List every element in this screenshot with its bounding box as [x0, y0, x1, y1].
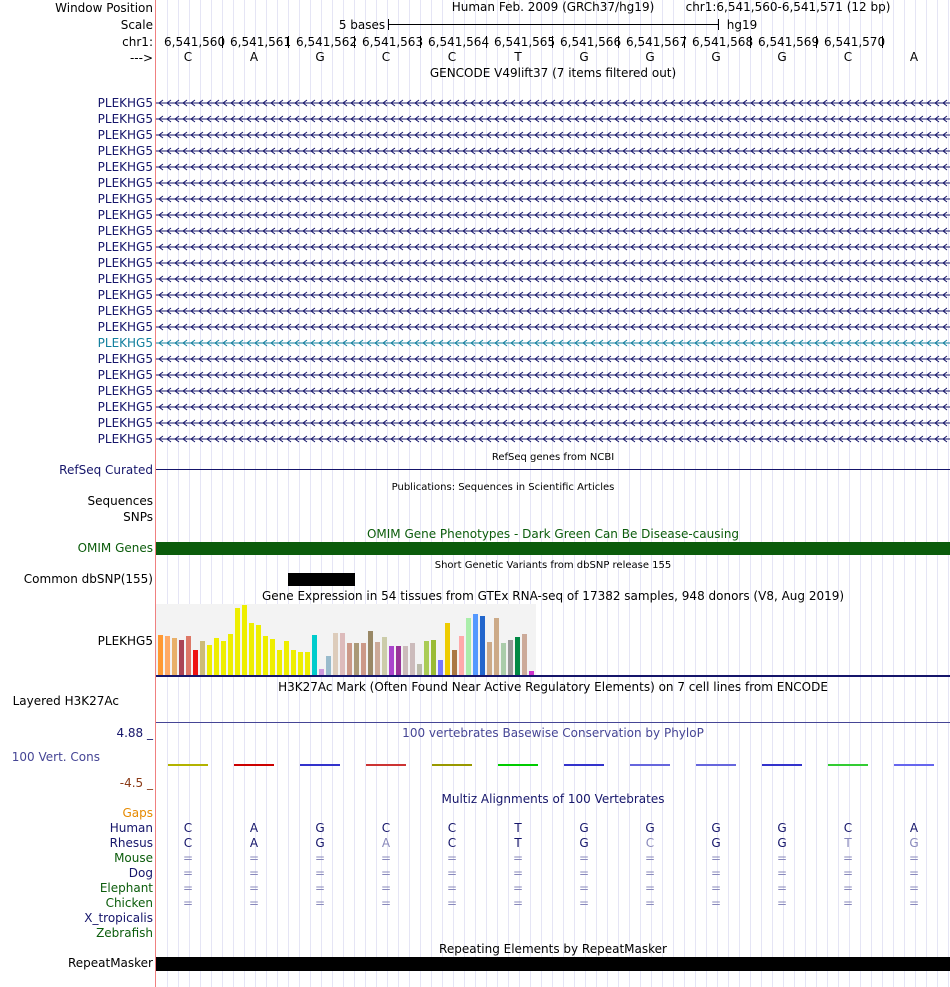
aligned-base: =: [710, 896, 722, 910]
gencode-transcript-line[interactable]: [156, 320, 950, 334]
aligned-base: =: [248, 896, 260, 910]
species-label[interactable]: Zebrafish: [96, 926, 153, 940]
phylop-score-mark[interactable]: [762, 764, 802, 766]
gencode-transcript-label[interactable]: PLEKHG5: [97, 368, 153, 382]
gencode-transcript-label[interactable]: PLEKHG5: [97, 272, 153, 286]
species-label[interactable]: Rhesus: [109, 836, 153, 850]
reference-base: G: [777, 50, 787, 64]
publications-track-title: Publications: Sequences in Scientific Articles: [391, 482, 615, 493]
coordinate-label: 6,541,563: [362, 35, 424, 49]
gtex-tissue-bar[interactable]: [256, 625, 261, 675]
gtex-tissue-bar[interactable]: [228, 634, 233, 675]
tracks-panel[interactable]: [155, 0, 950, 987]
gtex-tissue-bar[interactable]: [466, 618, 471, 675]
aligned-base: =: [908, 866, 920, 880]
aligned-base: G: [315, 821, 325, 835]
aligned-base: =: [908, 851, 920, 865]
gtex-tissue-bar[interactable]: [480, 616, 485, 675]
aligned-base: =: [380, 896, 392, 910]
phylop-min-label: -4.5 _: [119, 776, 153, 790]
gtex-tissue-bar[interactable]: [312, 635, 317, 675]
phylop-score-mark[interactable]: [894, 764, 934, 766]
phylop-score-mark[interactable]: [168, 764, 208, 766]
gencode-transcript-line[interactable]: [156, 144, 950, 158]
aligned-base: A: [381, 836, 391, 850]
species-label[interactable]: Dog: [128, 866, 153, 880]
reference-base: C: [183, 50, 193, 64]
aligned-base: =: [314, 896, 326, 910]
gencode-transcript-line[interactable]: [156, 288, 950, 302]
gtex-tissue-bar[interactable]: [333, 633, 338, 675]
aligned-base: G: [777, 836, 787, 850]
gencode-transcript-line[interactable]: [156, 304, 950, 318]
gtex-tissue-bar[interactable]: [382, 637, 387, 675]
coordinate-label: 6,541,566: [560, 35, 622, 49]
phylop-track-title: 100 vertebrates Basewise Conservation by PhyloP: [402, 726, 704, 740]
aligned-base: G: [777, 821, 787, 835]
gencode-transcript-label[interactable]: PLEKHG5: [97, 288, 153, 302]
gtex-tissue-bar[interactable]: [438, 660, 443, 675]
gtex-tissue-bar[interactable]: [221, 641, 226, 675]
gtex-tissue-bar[interactable]: [487, 642, 492, 675]
reference-base: A: [249, 50, 259, 64]
aligned-base: =: [842, 866, 854, 880]
coordinate-label: 6,541,567: [626, 35, 688, 49]
reference-base: G: [315, 50, 325, 64]
gencode-transcript-label[interactable]: PLEKHG5: [97, 320, 153, 334]
gencode-transcript-label[interactable]: PLEKHG5: [97, 384, 153, 398]
gencode-transcript-line[interactable]: [156, 352, 950, 366]
aligned-base: =: [512, 851, 524, 865]
omim-feature[interactable]: [156, 542, 950, 555]
gtex-tissue-bar[interactable]: [242, 605, 247, 675]
coordinate-label: 6,541,564: [428, 35, 490, 49]
gtex-gene-label[interactable]: PLEKHG5: [97, 634, 153, 648]
aligned-base: G: [315, 836, 325, 850]
gtex-tissue-bar[interactable]: [522, 634, 527, 675]
aligned-base: C: [183, 821, 193, 835]
reference-base: C: [381, 50, 391, 64]
aligned-base: =: [248, 851, 260, 865]
repeatmasker-track-label[interactable]: RepeatMasker: [67, 956, 153, 970]
aligned-base: G: [909, 836, 919, 850]
gtex-tissue-bar[interactable]: [158, 635, 163, 675]
gencode-transcript-label[interactable]: PLEKHG5: [97, 256, 153, 270]
coordinate-label: 6,541,561: [230, 35, 292, 49]
gencode-transcript-label[interactable]: PLEKHG5: [97, 416, 153, 430]
h3k27ac-track-title: H3K27Ac Mark (Often Found Near Active Regulatory Elements) on 7 cell lines from ENCODE: [278, 680, 828, 694]
gtex-tissue-bar[interactable]: [431, 640, 436, 675]
refseq-gene-line[interactable]: [156, 469, 950, 470]
gencode-transcript-line[interactable]: [156, 112, 950, 126]
reference-base: C: [843, 50, 853, 64]
gtex-tissue-bar[interactable]: [459, 636, 464, 675]
gtex-tissue-bar[interactable]: [361, 643, 366, 675]
refseq-track-label[interactable]: RefSeq Curated: [59, 463, 153, 477]
scale-label: Scale: [120, 18, 153, 32]
gencode-transcript-line[interactable]: [156, 432, 950, 446]
gencode-transcript-line[interactable]: [156, 128, 950, 142]
aligned-base: C: [843, 821, 853, 835]
species-label[interactable]: Human: [109, 821, 153, 835]
gtex-tissue-bar[interactable]: [396, 646, 401, 675]
gtex-tissue-bar[interactable]: [277, 650, 282, 675]
gencode-transcript-label[interactable]: PLEKHG5: [97, 240, 153, 254]
reference-base: G: [711, 50, 721, 64]
aligned-base: =: [644, 896, 656, 910]
gtex-tissue-bar[interactable]: [389, 646, 394, 675]
gencode-transcript-line[interactable]: [156, 160, 950, 174]
gencode-transcript-line[interactable]: [156, 272, 950, 286]
window-position-label: Window Position: [55, 1, 153, 15]
gencode-transcript-line[interactable]: [156, 96, 950, 110]
gtex-tissue-bar[interactable]: [165, 636, 170, 675]
scale-bar-text: 5 bases: [338, 18, 386, 32]
gtex-tissue-bar[interactable]: [347, 643, 352, 675]
gtex-track-title: Gene Expression in 54 tissues from GTEx RNA-seq of 17382 samples, 948 donors (V8, Aug 2019): [261, 589, 845, 603]
aligned-base: C: [447, 836, 457, 850]
gencode-transcript-label[interactable]: PLEKHG5: [97, 176, 153, 190]
omim-track-title: OMIM Gene Phenotypes - Dark Green Can Be Disease-causing: [366, 527, 740, 541]
scale-bar: [388, 24, 718, 25]
aligned-base: =: [578, 881, 590, 895]
reference-base: T: [514, 50, 522, 64]
aligned-base: =: [182, 866, 194, 880]
aligned-base: =: [710, 881, 722, 895]
aligned-base: A: [249, 836, 259, 850]
coordinate-label: 6,541,565: [494, 35, 556, 49]
chrom-label: chr1:: [122, 35, 153, 49]
aligned-base: G: [711, 836, 721, 850]
omim-track-label[interactable]: OMIM Genes: [77, 541, 153, 555]
gencode-transcript-label[interactable]: PLEKHG5: [97, 224, 153, 238]
gencode-transcript-label[interactable]: PLEKHG5: [97, 208, 153, 222]
aligned-base: C: [645, 836, 655, 850]
aligned-base: G: [645, 821, 655, 835]
aligned-base: =: [842, 896, 854, 910]
gtex-expression-chart[interactable]: [156, 604, 536, 675]
gtex-tissue-bar[interactable]: [270, 639, 275, 675]
gtex-tissue-bar[interactable]: [417, 664, 422, 675]
gencode-transcript-label[interactable]: PLEKHG5: [97, 96, 153, 110]
coordinate-label: 6,541,569: [758, 35, 820, 49]
aligned-base: =: [446, 866, 458, 880]
gtex-tissue-bar[interactable]: [445, 623, 450, 675]
gtex-tissue-bar[interactable]: [186, 636, 191, 675]
gencode-transcript-line[interactable]: [156, 240, 950, 254]
gtex-tissue-bar[interactable]: [452, 650, 457, 675]
gencode-transcript-line[interactable]: [156, 224, 950, 238]
strand-label: --->: [129, 51, 153, 65]
phylop-score-mark[interactable]: [696, 764, 736, 766]
gtex-tissue-bar[interactable]: [501, 643, 506, 675]
multiz-track-title: Multiz Alignments of 100 Vertebrates: [441, 792, 665, 806]
aligned-base: C: [447, 821, 457, 835]
coordinate-label: 6,541,570: [824, 35, 886, 49]
aligned-base: C: [381, 821, 391, 835]
phylop-score-mark[interactable]: [432, 764, 472, 766]
gencode-transcript-label[interactable]: PLEKHG5: [97, 144, 153, 158]
reference-base: C: [447, 50, 457, 64]
dbsnp-track-label[interactable]: Common dbSNP(155): [23, 572, 153, 586]
h3k27ac-baseline: [156, 722, 950, 723]
aligned-base: T: [514, 821, 522, 835]
gencode-transcript-line[interactable]: [156, 256, 950, 270]
gtex-tissue-bar[interactable]: [326, 656, 331, 675]
gtex-tissue-bar[interactable]: [249, 623, 254, 675]
gtex-tissue-bar[interactable]: [291, 650, 296, 675]
gtex-tissue-bar[interactable]: [354, 643, 359, 675]
gtex-tissue-bar[interactable]: [172, 638, 177, 675]
gencode-transcript-label[interactable]: PLEKHG5: [97, 432, 153, 446]
assembly-title: Human Feb. 2009 (GRCh37/hg19): [451, 0, 655, 14]
aligned-base: G: [579, 821, 589, 835]
track-labels-column: [0, 0, 155, 987]
gencode-transcript-line[interactable]: [156, 368, 950, 382]
aligned-base: =: [776, 866, 788, 880]
aligned-base: =: [644, 866, 656, 880]
aligned-base: =: [446, 851, 458, 865]
aligned-base: =: [644, 851, 656, 865]
species-label[interactable]: X_tropicalis: [84, 911, 153, 925]
reference-base: A: [909, 50, 919, 64]
gencode-transcript-line[interactable]: [156, 416, 950, 430]
coordinate-label: 6,541,562: [296, 35, 358, 49]
gencode-transcript-label[interactable]: PLEKHG5: [97, 352, 153, 366]
aligned-base: =: [908, 881, 920, 895]
aligned-base: =: [512, 866, 524, 880]
aligned-base: G: [579, 836, 589, 850]
gtex-tissue-bar[interactable]: [368, 631, 373, 675]
reference-base: G: [645, 50, 655, 64]
gencode-transcript-line[interactable]: [156, 192, 950, 206]
aligned-base: =: [578, 896, 590, 910]
aligned-base: =: [182, 881, 194, 895]
gencode-transcript-line[interactable]: [156, 208, 950, 222]
gencode-transcript-label[interactable]: PLEKHG5: [97, 192, 153, 206]
aligned-base: G: [711, 821, 721, 835]
aligned-base: =: [248, 881, 260, 895]
aligned-base: =: [314, 866, 326, 880]
scale-bar-right-tick: [718, 19, 719, 30]
aligned-base: =: [710, 851, 722, 865]
aligned-base: =: [380, 851, 392, 865]
phylop-max-label: 4.88 _: [116, 726, 153, 740]
aligned-base: =: [512, 896, 524, 910]
aligned-base: =: [842, 851, 854, 865]
refseq-track-title: RefSeq genes from NCBI: [491, 452, 615, 463]
h3k27ac-track-label[interactable]: Layered H3K27Ac: [12, 694, 119, 708]
aligned-base: =: [182, 851, 194, 865]
phylop-track-label[interactable]: 100 Vert. Cons: [11, 750, 100, 764]
gencode-transcript-label[interactable]: PLEKHG5: [97, 112, 153, 126]
gtex-tissue-bar[interactable]: [403, 646, 408, 675]
dbsnp-variant[interactable]: [288, 573, 355, 586]
reference-base: G: [579, 50, 589, 64]
aligned-base: =: [380, 866, 392, 880]
aligned-base: =: [248, 866, 260, 880]
phylop-score-mark[interactable]: [234, 764, 274, 766]
dbsnp-track-title: Short Genetic Variants from dbSNP release 155: [434, 560, 672, 571]
aligned-base: A: [249, 821, 259, 835]
coordinate-label: 6,541,560: [164, 35, 226, 49]
aligned-base: =: [314, 881, 326, 895]
gtex-tissue-bar[interactable]: [424, 641, 429, 675]
gtex-tissue-bar[interactable]: [410, 643, 415, 675]
gtex-tissue-bar[interactable]: [235, 608, 240, 675]
aligned-base: =: [578, 851, 590, 865]
aligned-base: =: [710, 866, 722, 880]
gtex-tissue-bar[interactable]: [508, 640, 513, 675]
position-text: chr1:6,541,560-6,541,571 (12 bp): [685, 0, 891, 14]
gtex-tissue-bar[interactable]: [193, 650, 198, 675]
aligned-base: =: [512, 881, 524, 895]
aligned-base: =: [446, 896, 458, 910]
aligned-base: T: [844, 836, 852, 850]
aligned-base: =: [182, 896, 194, 910]
gtex-tissue-bar[interactable]: [473, 614, 478, 675]
gtex-tissue-bar[interactable]: [284, 641, 289, 675]
gencode-transcript-label[interactable]: PLEKHG5: [97, 400, 153, 414]
aligned-base: =: [314, 851, 326, 865]
gencode-transcript-line[interactable]: [156, 176, 950, 190]
coordinate-label: 6,541,568: [692, 35, 754, 49]
phylop-score-mark[interactable]: [498, 764, 538, 766]
phylop-score-mark[interactable]: [564, 764, 604, 766]
aligned-base: =: [578, 866, 590, 880]
gtex-tissue-bar[interactable]: [214, 638, 219, 675]
gtex-tissue-bar[interactable]: [340, 633, 345, 675]
species-label[interactable]: Gaps: [122, 806, 153, 820]
phylop-score-mark[interactable]: [300, 764, 340, 766]
phylop-score-mark[interactable]: [366, 764, 406, 766]
aligned-base: =: [908, 896, 920, 910]
gtex-tissue-bar[interactable]: [207, 645, 212, 675]
aligned-base: =: [446, 881, 458, 895]
gtex-tissue-bar[interactable]: [298, 652, 303, 675]
publications-snps-label[interactable]: SNPs: [123, 510, 153, 524]
gtex-tissue-bar[interactable]: [200, 641, 205, 675]
aligned-base: =: [380, 881, 392, 895]
aligned-base: =: [776, 896, 788, 910]
aligned-base: A: [909, 821, 919, 835]
aligned-base: =: [776, 881, 788, 895]
gtex-tissue-bar[interactable]: [263, 636, 268, 675]
aligned-base: C: [183, 836, 193, 850]
gencode-transcript-label[interactable]: PLEKHG5: [97, 336, 153, 350]
gtex-tissue-bar[interactable]: [179, 640, 184, 675]
phylop-score-mark[interactable]: [630, 764, 670, 766]
aligned-base: T: [514, 836, 522, 850]
gencode-transcript-label[interactable]: PLEKHG5: [97, 304, 153, 318]
gtex-baseline: [156, 675, 950, 677]
gtex-tissue-bar[interactable]: [375, 642, 380, 675]
repeatmasker-feature[interactable]: [156, 957, 950, 971]
species-label[interactable]: Mouse: [114, 851, 153, 865]
aligned-base: =: [644, 881, 656, 895]
aligned-base: =: [776, 851, 788, 865]
aligned-base: =: [842, 881, 854, 895]
gtex-tissue-bar[interactable]: [515, 637, 520, 675]
gencode-track-title: GENCODE V49lift37 (7 items filtered out): [429, 66, 677, 80]
gencode-transcript-line[interactable]: [156, 384, 950, 398]
species-label[interactable]: Chicken: [105, 896, 153, 910]
gtex-tissue-bar[interactable]: [494, 618, 499, 675]
gencode-transcript-line[interactable]: [156, 400, 950, 414]
db-label: hg19: [726, 18, 758, 32]
gencode-transcript-line[interactable]: [156, 336, 950, 350]
publications-sequences-label[interactable]: Sequences: [87, 494, 153, 508]
gtex-tissue-bar[interactable]: [305, 652, 310, 675]
species-label[interactable]: Elephant: [99, 881, 153, 895]
repeatmasker-track-title: Repeating Elements by RepeatMasker: [439, 942, 667, 956]
gencode-transcript-label[interactable]: PLEKHG5: [97, 128, 153, 142]
phylop-score-mark[interactable]: [828, 764, 868, 766]
gencode-transcript-label[interactable]: PLEKHG5: [97, 160, 153, 174]
